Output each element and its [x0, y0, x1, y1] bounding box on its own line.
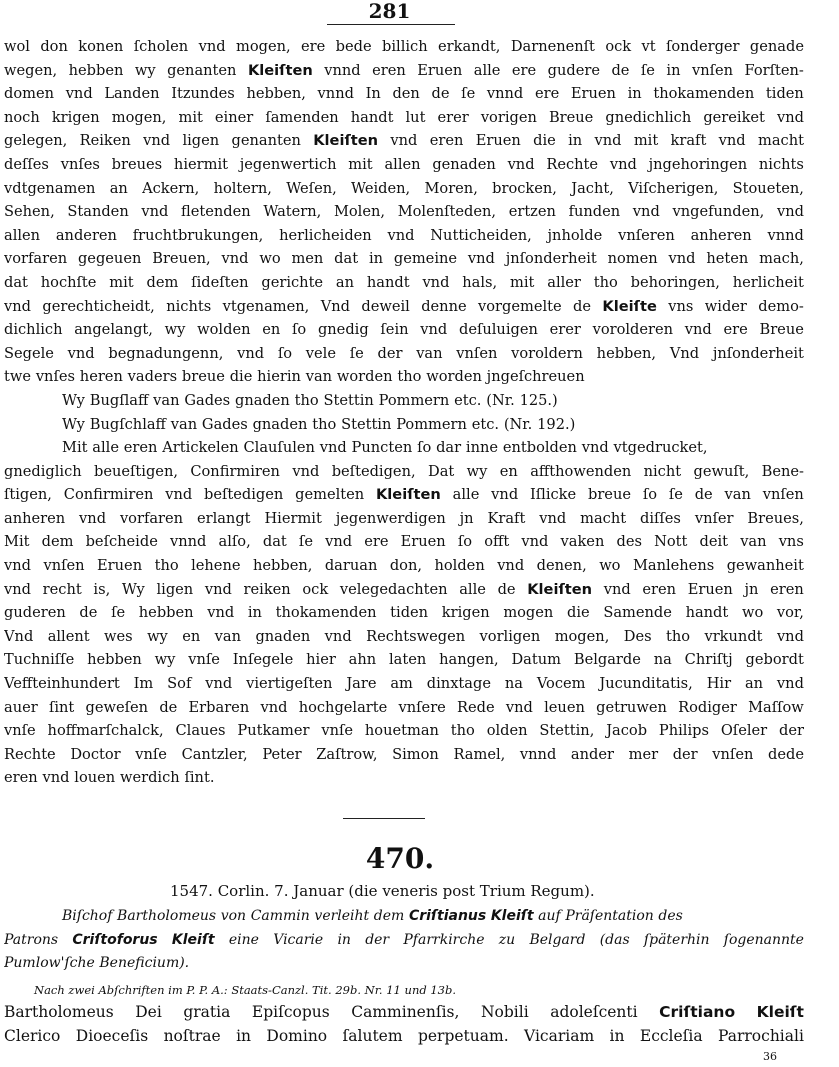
- text-line: Sehen, Standen vnd fletenden Watern, Molen, Molenſteden, ertzen funden vnd vngefunden, vnd: [4, 203, 804, 221]
- text-line: ſtigen, Confirmiren vnd beſtedigen gemelten Kleiſten alle vnd Iſlicke breue ſo ſe de van vnſen: [4, 486, 804, 504]
- text-line: Mit dem beſcheide vnnd alſo, dat ſe vnd ere Eruen ſo offt vnd vaken des Nott deit van vns: [4, 533, 804, 551]
- text-line: Tuchniſſe hebben wy vnſe Inſegele hier ahn laten hangen, Datum Belgarde na Chriſtj gebordt: [4, 651, 804, 669]
- text-line: vdtgenamen an Ackern, holtern, Weſen, Weiden, Moren, brocken, Jacht, Viſcherigen, Stoueten,: [4, 179, 804, 197]
- text-line: Wy Bugſlaff van Gades gnaden tho Stettin Pommern etc. (Nr. 125.): [62, 391, 558, 409]
- document-number: 470.: [365, 842, 435, 875]
- text-line: allen anderen fruchtbrukungen, herlicheiden vnd Nutticheiden, jnholde vnſeren anheren vnnd: [4, 226, 804, 244]
- header-rule: [327, 24, 455, 25]
- text-line: auer ſint geweſen de Erbaren vnd hochgelarte vnſere Rede vnd leuen getruwen Rodiger Maſſow: [4, 698, 804, 716]
- text-line: Wy Bugſchlaff van Gades gnaden tho Stettin Pommern etc. (Nr. 192.): [62, 415, 576, 433]
- signature-mark: 36: [763, 1050, 777, 1063]
- main-text-block: [4, 35, 804, 790]
- source-note: Nach zwei Abſchriften im P. P. A.: Staats-Canzl. Tit. 29b. Nr. 11 und 13b.: [34, 983, 457, 997]
- text-line: vnd gerechticheidt, nichts vtgenamen, Vnd deweil denne vorgemelte de Kleiſte vns wider demo-: [4, 297, 804, 315]
- text-line: Veffteinhundert Im Sof vnd viertigeſten Jare am dinxtage na Vocem Jucunditatis, Hir an vnd: [4, 675, 804, 693]
- page-number: 281: [368, 0, 411, 23]
- text-line: Patrons Criſtoforus Kleiſt eine Vicarie in der Pfarrkirche zu Belgard (das ſpäterhin ſogenannte: [4, 931, 804, 948]
- text-line: Rechte Doctor vnſe Cantzler, Peter Zaſtrow, Simon Ramel, vnnd ander mer der vnſen dede: [4, 745, 804, 763]
- section-divider: [343, 818, 425, 819]
- text-line: dat hochſte mit dem ſideſten gerichte an handt vnd hals, mit aller tho behoringen, herlicheit: [4, 273, 804, 291]
- text-line: gnediglich beueſtigen, Confirmiren vnd beſtedigen, Dat wy en affthowenden nicht gewuſt, Bene-: [4, 462, 804, 480]
- text-line: guderen de ſe hebben vnd in thokamenden tiden krigen mogen die Samende handt wo vor,: [4, 604, 804, 622]
- latin-text-block: [4, 1000, 804, 1047]
- document-summary: [4, 905, 804, 976]
- text-line: Segele vnd begnadungenn, vnd ſo vele ſe der van vnſen voroldern hebben, Vnd jnſonderheit: [4, 344, 804, 362]
- text-line: wegen, hebben wy genanten Kleiſten vnnd eren Eruen alle ere gudere de ſe in vnſen Forſten-: [4, 61, 804, 79]
- text-line: Pumlow'ſche Beneficium).: [4, 955, 190, 972]
- text-line: Clerico Dioeceſis noſtrae in Domino ſalutem perpetuam. Vicariam in Eccleſia Parrochiali: [4, 1026, 804, 1045]
- text-line: vorfaren gegeuen Breuen, vnd wo men dat in gemeine vnd jnſonderheit nomen vnd heten mach,: [4, 250, 804, 268]
- document-dateline: 1547. Corlin. 7. Januar (die veneris post Trium Regum).: [170, 882, 595, 900]
- text-line: Bartholomeus Dei gratia Epiſcopus Camminenſis, Nobili adoleſcenti Criſtiano Kleiſt: [4, 1003, 804, 1021]
- text-line: dichlich angelangt, wy wolden en ſo gnedig ſein vnd deſuluigen erer vorolderen vnd ere Breue: [4, 321, 804, 339]
- text-line: Mit alle eren Artickelen Clauſulen vnd Puncten ſo dar inne entbolden vnd vtgedrucket,: [62, 439, 708, 457]
- text-line: noch krigen mogen, mit einer ſamenden handt lut erer vorigen Breue gnedichlich gereiket vnd: [4, 108, 804, 126]
- text-line: domen vnd Landen Itzundes hebben, vnnd In den de ſe vnnd ere Eruen in thokamenden tiden: [4, 85, 804, 103]
- text-line: deſſes vnſes breues hiermit jegenwertich mit allen genaden vnd Rechte vnd jngehoringen nichts: [4, 155, 804, 173]
- text-line: vnd recht is, Wy ligen vnd reiken ock velegedachten alle de Kleiſten vnd eren Eruen jn eren: [4, 580, 804, 598]
- text-line: anheren vnd vorfaren erlangt Hiermit jegenwerdigen jn Kraft vnd macht diſſes vnſer Breues,: [4, 509, 804, 527]
- text-line: wol don konen ſcholen vnd mogen, ere bede billich erkandt, Darnenenſt ock vt ſonderger genade: [4, 38, 804, 55]
- text-line: vnſe hoffmarſchalck, Claues Putkamer vnſe houetman tho olden Stettin, Jacob Philips Oſeler der: [4, 722, 804, 740]
- text-line: Vnd allent wes wy en van gnaden vnd Rechtswegen vorligen mogen, Des tho vrkundt vnd: [4, 627, 804, 645]
- text-line: eren vnd louen werdich ſint.: [4, 769, 215, 787]
- text-line: gelegen, Reiken vnd ligen genanten Kleiſten vnd eren Eruen die in vnd mit kraft vnd macht: [4, 132, 804, 150]
- text-line: twe vnſes heren vaders breue die hierin van worden tho worden jngeſchreuen: [4, 368, 585, 386]
- text-line: vnd vnſen Eruen tho lehene hebben, daruan don, holden vnd denen, wo Manlehens gewanheit: [4, 557, 804, 575]
- text-line: Biſchof Bartholomeus von Cammin verleiht dem Criſtianus Kleiſt auf Präſentation des: [62, 908, 683, 924]
